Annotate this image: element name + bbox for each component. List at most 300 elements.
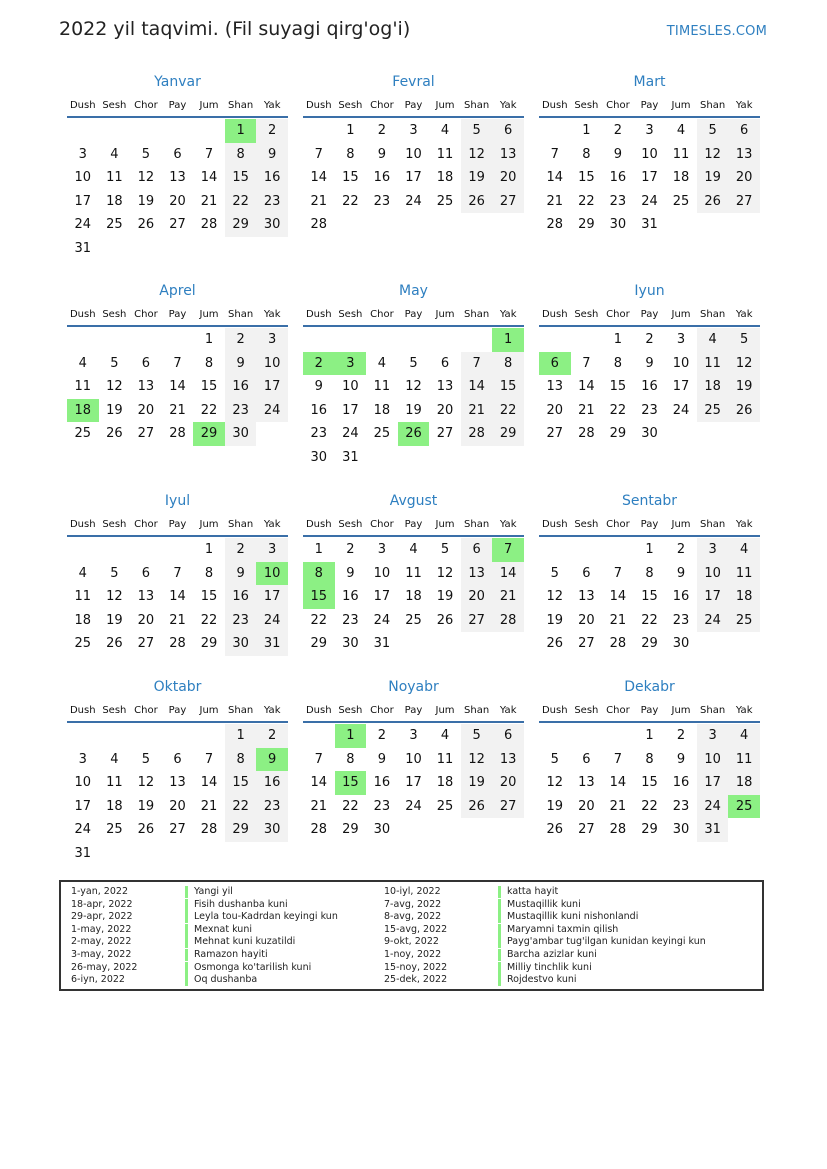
day-cell: 19 bbox=[461, 771, 493, 795]
day-cell: 13 bbox=[492, 748, 524, 772]
holiday-day-cell: 3 bbox=[335, 352, 367, 376]
day-cell: 2 bbox=[377, 728, 387, 743]
holiday-color-marker bbox=[185, 924, 188, 936]
day-cell: 6 bbox=[492, 119, 524, 143]
day-cell: 25 bbox=[436, 193, 454, 209]
weekday-label: Dush bbox=[541, 309, 568, 320]
day-cell: 24 bbox=[342, 426, 359, 442]
day-cell: 27 bbox=[137, 636, 155, 652]
day-cell: 9 bbox=[613, 146, 623, 162]
day-cell: 3 bbox=[78, 751, 87, 767]
day-cell: 14 bbox=[609, 589, 627, 605]
day-cell: 11 bbox=[373, 379, 391, 395]
day-cell: 1 bbox=[225, 724, 257, 748]
empty-cell bbox=[398, 328, 430, 352]
day-cell: 11 bbox=[436, 146, 454, 162]
month-name: Fevral bbox=[392, 74, 435, 90]
day-cell: 6 bbox=[728, 119, 760, 143]
empty-cell bbox=[162, 538, 194, 562]
day-cell: 29 bbox=[492, 422, 524, 446]
day-grid bbox=[67, 328, 288, 446]
month-sentabr bbox=[539, 491, 760, 656]
weekday-label: Dush bbox=[541, 100, 568, 111]
day-cell: 12 bbox=[461, 143, 493, 167]
day-cell: 14 bbox=[578, 379, 595, 395]
day-grid bbox=[67, 724, 288, 866]
day-cell: 8 bbox=[225, 143, 257, 167]
month-name: Yanvar bbox=[154, 74, 201, 90]
holiday-date: 3-may, 2022 bbox=[71, 948, 132, 960]
day-cell: 28 bbox=[492, 609, 524, 633]
day-cell: 16 bbox=[373, 775, 391, 791]
day-cell: 19 bbox=[106, 402, 123, 418]
day-cell: 6 bbox=[173, 751, 182, 767]
day-cell: 12 bbox=[461, 748, 493, 772]
day-cell: 15 bbox=[641, 775, 658, 791]
empty-cell bbox=[429, 328, 461, 352]
holiday-day-cell: 1 bbox=[335, 724, 367, 748]
empty-cell bbox=[99, 538, 131, 562]
day-cell: 12 bbox=[405, 379, 422, 395]
day-cell: 3 bbox=[377, 542, 387, 557]
day-cell: 18 bbox=[697, 375, 729, 399]
holiday-day-cell: 10 bbox=[256, 562, 288, 586]
day-cell: 9 bbox=[676, 565, 686, 581]
day-cell: 24 bbox=[74, 822, 92, 838]
weekday-label: Sesh bbox=[574, 705, 599, 716]
day-cell: 30 bbox=[225, 422, 257, 446]
holiday-color-marker bbox=[498, 924, 501, 936]
weekday-label: Pay bbox=[640, 309, 659, 320]
day-cell: 3 bbox=[676, 332, 686, 347]
day-cell: 25 bbox=[106, 217, 123, 233]
day-cell: 15 bbox=[641, 589, 658, 605]
day-cell: 9 bbox=[645, 355, 654, 371]
day-cell: 20 bbox=[546, 402, 564, 418]
legend-column bbox=[71, 886, 338, 987]
day-cell: 8 bbox=[346, 146, 355, 162]
day-cell: 13 bbox=[578, 775, 595, 791]
holiday-legend bbox=[59, 880, 764, 991]
day-cell: 8 bbox=[346, 751, 355, 767]
day-cell: 17 bbox=[74, 193, 92, 209]
day-cell: 20 bbox=[169, 193, 186, 209]
day-cell: 7 bbox=[204, 146, 214, 162]
day-cell: 14 bbox=[546, 170, 564, 186]
weekday-label: Dush bbox=[69, 705, 96, 716]
day-cell: 16 bbox=[225, 375, 257, 399]
month-name: May bbox=[399, 283, 428, 299]
day-cell: 20 bbox=[728, 166, 760, 190]
day-cell: 31 bbox=[373, 636, 391, 652]
weekday-label: Yak bbox=[263, 100, 281, 111]
day-cell: 4 bbox=[440, 728, 450, 743]
weekday-label: Shan bbox=[464, 519, 490, 530]
day-cell: 25 bbox=[74, 426, 92, 442]
holiday-color-marker bbox=[498, 974, 501, 986]
page-title: 2022 yil taqvimi. (Fil suyagi qirg'og'i) bbox=[59, 18, 411, 40]
weekday-label: Jum bbox=[435, 519, 455, 530]
weekday-label: Yak bbox=[499, 100, 517, 111]
month-may bbox=[303, 281, 524, 470]
weekday-header bbox=[67, 515, 288, 537]
empty-cell bbox=[67, 328, 99, 352]
holiday-day-cell: 18 bbox=[67, 399, 99, 423]
holiday-name: Mehnat kuni kuzatildi bbox=[194, 936, 296, 948]
day-cell: 1 bbox=[346, 123, 355, 138]
weekday-label: Jum bbox=[199, 100, 219, 111]
day-cell: 19 bbox=[137, 798, 155, 814]
day-cell: 6 bbox=[582, 565, 591, 581]
day-cell: 23 bbox=[609, 193, 627, 209]
weekday-label: Shan bbox=[228, 705, 254, 716]
month-avgust bbox=[303, 491, 524, 656]
day-cell: 30 bbox=[256, 213, 288, 237]
holiday-date: 6-iyn, 2022 bbox=[71, 974, 125, 986]
empty-cell bbox=[303, 724, 335, 748]
day-cell: 20 bbox=[436, 402, 454, 418]
weekday-label: Chor bbox=[370, 309, 394, 320]
day-grid bbox=[539, 328, 760, 446]
empty-cell bbox=[193, 724, 225, 748]
day-cell: 25 bbox=[106, 822, 123, 838]
empty-cell bbox=[162, 724, 194, 748]
day-cell: 21 bbox=[310, 798, 328, 814]
weekday-label: Yak bbox=[735, 309, 753, 320]
day-cell: 11 bbox=[106, 775, 123, 791]
weekday-label: Jum bbox=[199, 705, 219, 716]
weekday-label: Dush bbox=[305, 519, 332, 530]
day-cell: 25 bbox=[373, 426, 391, 442]
holiday-date: 25-dek, 2022 bbox=[384, 974, 448, 986]
weekday-label: Chor bbox=[370, 100, 394, 111]
month-name: Mart bbox=[633, 74, 666, 90]
day-cell: 21 bbox=[492, 585, 524, 609]
day-cell: 7 bbox=[461, 352, 493, 376]
day-cell: 1 bbox=[582, 123, 591, 138]
day-cell: 24 bbox=[641, 193, 658, 209]
holiday-color-marker bbox=[185, 936, 188, 948]
empty-cell bbox=[99, 328, 131, 352]
day-cell: 16 bbox=[373, 170, 391, 186]
day-cell: 27 bbox=[137, 426, 155, 442]
day-cell: 21 bbox=[200, 193, 218, 209]
day-grid bbox=[539, 724, 760, 842]
day-cell: 12 bbox=[137, 170, 155, 186]
day-cell: 21 bbox=[461, 399, 493, 423]
weekday-header bbox=[539, 305, 760, 327]
day-cell: 31 bbox=[74, 240, 92, 256]
day-cell: 22 bbox=[200, 402, 218, 418]
weekday-label: Dush bbox=[541, 519, 568, 530]
day-cell: 8 bbox=[204, 355, 214, 371]
day-cell: 22 bbox=[310, 612, 328, 628]
day-cell: 18 bbox=[728, 585, 760, 609]
weekday-label: Pay bbox=[168, 519, 187, 530]
day-cell: 25 bbox=[74, 636, 92, 652]
day-cell: 14 bbox=[461, 375, 493, 399]
day-cell: 3 bbox=[256, 538, 288, 562]
weekday-label: Pay bbox=[404, 705, 423, 716]
weekday-label: Chor bbox=[370, 705, 394, 716]
weekday-label: Jum bbox=[199, 519, 219, 530]
day-cell: 31 bbox=[256, 632, 288, 656]
day-cell: 21 bbox=[546, 193, 564, 209]
weekday-label: Sesh bbox=[102, 519, 127, 530]
day-cell: 26 bbox=[461, 190, 493, 214]
day-cell: 26 bbox=[106, 636, 123, 652]
day-cell: 22 bbox=[641, 612, 658, 628]
day-cell: 4 bbox=[697, 328, 729, 352]
day-cell: 26 bbox=[137, 217, 155, 233]
day-cell: 17 bbox=[405, 170, 422, 186]
day-cell: 4 bbox=[676, 123, 686, 138]
day-cell: 5 bbox=[141, 751, 151, 767]
day-cell: 22 bbox=[225, 795, 257, 819]
weekday-label: Chor bbox=[370, 519, 394, 530]
day-cell: 12 bbox=[106, 379, 123, 395]
day-cell: 13 bbox=[728, 143, 760, 167]
day-cell: 15 bbox=[578, 170, 595, 186]
day-cell: 27 bbox=[578, 822, 595, 838]
empty-cell bbox=[130, 538, 162, 562]
day-cell: 1 bbox=[645, 542, 654, 557]
day-cell: 8 bbox=[492, 352, 524, 376]
day-cell: 6 bbox=[440, 355, 450, 371]
day-cell: 20 bbox=[492, 771, 524, 795]
day-cell: 14 bbox=[310, 775, 328, 791]
weekday-label: Jum bbox=[671, 309, 691, 320]
day-cell: 1 bbox=[314, 542, 323, 557]
day-cell: 5 bbox=[550, 565, 559, 581]
day-cell: 17 bbox=[405, 775, 422, 791]
holiday-date: 1-may, 2022 bbox=[71, 923, 132, 935]
holiday-date: 18-apr, 2022 bbox=[71, 898, 133, 910]
weekday-header bbox=[303, 305, 524, 327]
weekday-label: Chor bbox=[134, 705, 158, 716]
day-cell: 30 bbox=[225, 632, 257, 656]
day-cell: 29 bbox=[225, 818, 257, 842]
day-grid bbox=[303, 328, 524, 470]
day-cell: 18 bbox=[106, 193, 123, 209]
day-cell: 30 bbox=[373, 822, 391, 838]
holiday-day-cell: 15 bbox=[335, 771, 367, 795]
day-cell: 29 bbox=[200, 636, 218, 652]
day-cell: 8 bbox=[225, 748, 257, 772]
day-cell: 6 bbox=[173, 146, 182, 162]
day-cell: 16 bbox=[609, 170, 627, 186]
weekday-label: Shan bbox=[700, 309, 726, 320]
day-cell: 15 bbox=[342, 170, 359, 186]
day-cell: 30 bbox=[310, 449, 328, 465]
day-cell: 7 bbox=[173, 355, 182, 371]
day-cell: 6 bbox=[492, 724, 524, 748]
day-cell: 23 bbox=[256, 795, 288, 819]
weekday-label: Sesh bbox=[338, 100, 363, 111]
weekday-label: Yak bbox=[499, 705, 517, 716]
day-cell: 5 bbox=[461, 119, 493, 143]
day-cell: 5 bbox=[728, 328, 760, 352]
day-cell: 9 bbox=[377, 751, 387, 767]
day-cell: 14 bbox=[169, 379, 186, 395]
day-cell: 20 bbox=[578, 612, 595, 628]
day-cell: 5 bbox=[110, 355, 119, 371]
legend-row bbox=[384, 962, 706, 975]
holiday-date: 8-avg, 2022 bbox=[384, 911, 442, 923]
holiday-name: Maryamni taxmin qilish bbox=[507, 923, 619, 935]
day-cell: 21 bbox=[310, 193, 328, 209]
day-cell: 23 bbox=[373, 798, 391, 814]
day-cell: 12 bbox=[137, 775, 155, 791]
day-cell: 23 bbox=[256, 190, 288, 214]
day-cell: 21 bbox=[609, 612, 627, 628]
legend-row bbox=[71, 974, 338, 987]
empty-cell bbox=[130, 724, 162, 748]
day-cell: 28 bbox=[310, 217, 328, 233]
month-name: Iyun bbox=[634, 283, 665, 299]
legend-row bbox=[71, 911, 338, 924]
holiday-day-cell: 6 bbox=[539, 352, 571, 376]
day-cell: 8 bbox=[582, 146, 591, 162]
weekday-label: Chor bbox=[606, 705, 630, 716]
empty-cell bbox=[303, 119, 335, 143]
day-cell: 11 bbox=[728, 562, 760, 586]
legend-row bbox=[384, 936, 706, 949]
day-cell: 13 bbox=[169, 170, 186, 186]
day-cell: 18 bbox=[672, 170, 690, 186]
day-cell: 13 bbox=[137, 379, 155, 395]
holiday-name: Oq dushanba bbox=[194, 974, 258, 986]
day-cell: 12 bbox=[728, 352, 760, 376]
day-cell: 24 bbox=[256, 609, 288, 633]
day-cell: 27 bbox=[546, 426, 564, 442]
weekday-label: Dush bbox=[541, 705, 568, 716]
day-grid bbox=[539, 119, 760, 237]
day-cell: 15 bbox=[225, 166, 257, 190]
empty-cell bbox=[539, 119, 571, 143]
legend-row bbox=[71, 936, 338, 949]
day-cell: 27 bbox=[492, 190, 524, 214]
day-cell: 21 bbox=[169, 612, 186, 628]
holiday-day-cell: 2 bbox=[303, 352, 335, 376]
day-grid bbox=[303, 724, 524, 842]
day-cell: 23 bbox=[672, 612, 690, 628]
day-cell: 18 bbox=[405, 589, 422, 605]
weekday-label: Sesh bbox=[102, 100, 127, 111]
day-cell: 15 bbox=[492, 375, 524, 399]
day-cell: 16 bbox=[310, 402, 328, 418]
day-cell: 23 bbox=[225, 399, 257, 423]
day-cell: 6 bbox=[461, 538, 493, 562]
empty-cell bbox=[571, 328, 603, 352]
day-cell: 25 bbox=[697, 399, 729, 423]
empty-cell bbox=[335, 328, 367, 352]
day-cell: 3 bbox=[697, 538, 729, 562]
day-cell: 7 bbox=[613, 751, 623, 767]
day-cell: 5 bbox=[110, 565, 119, 581]
day-cell: 4 bbox=[440, 123, 450, 138]
day-cell: 24 bbox=[697, 609, 729, 633]
brand-link[interactable]: TIMESLES.COM bbox=[666, 24, 767, 39]
day-cell: 17 bbox=[342, 402, 359, 418]
day-cell: 17 bbox=[697, 771, 729, 795]
day-cell: 1 bbox=[204, 332, 214, 347]
weekday-label: Yak bbox=[263, 705, 281, 716]
empty-cell bbox=[539, 724, 571, 748]
holiday-name: Rojdestvo kuni bbox=[507, 974, 577, 986]
month-name: Aprel bbox=[159, 283, 196, 299]
day-cell: 25 bbox=[405, 612, 422, 628]
day-cell: 9 bbox=[314, 379, 323, 395]
weekday-label: Pay bbox=[640, 705, 659, 716]
weekday-label: Jum bbox=[435, 309, 455, 320]
weekday-label: Pay bbox=[640, 100, 659, 111]
day-cell: 30 bbox=[609, 217, 627, 233]
day-cell: 13 bbox=[137, 589, 155, 605]
day-cell: 20 bbox=[492, 166, 524, 190]
day-cell: 9 bbox=[225, 352, 257, 376]
day-cell: 18 bbox=[436, 775, 454, 791]
day-cell: 19 bbox=[461, 166, 493, 190]
day-cell: 29 bbox=[641, 822, 658, 838]
weekday-label: Sesh bbox=[338, 705, 363, 716]
empty-cell bbox=[602, 538, 634, 562]
day-cell: 18 bbox=[436, 170, 454, 186]
day-cell: 12 bbox=[697, 143, 729, 167]
day-cell: 2 bbox=[676, 542, 686, 557]
day-cell: 28 bbox=[546, 217, 564, 233]
holiday-color-marker bbox=[498, 886, 501, 898]
day-cell: 29 bbox=[641, 636, 658, 652]
day-cell: 6 bbox=[141, 355, 151, 371]
month-noyabr bbox=[303, 677, 524, 842]
day-cell: 20 bbox=[169, 798, 186, 814]
empty-cell bbox=[366, 328, 398, 352]
weekday-header bbox=[67, 701, 288, 723]
weekday-label: Yak bbox=[735, 519, 753, 530]
holiday-name: Fisih dushanba kuni bbox=[194, 898, 288, 910]
weekday-label: Yak bbox=[499, 519, 517, 530]
holiday-day-cell: 1 bbox=[492, 328, 524, 352]
day-cell: 11 bbox=[672, 146, 690, 162]
day-cell: 29 bbox=[310, 636, 328, 652]
weekday-label: Dush bbox=[305, 705, 332, 716]
empty-cell bbox=[602, 724, 634, 748]
day-cell: 17 bbox=[672, 379, 690, 395]
day-grid bbox=[67, 119, 288, 261]
weekday-label: Yak bbox=[263, 309, 281, 320]
day-cell: 20 bbox=[137, 402, 155, 418]
weekday-label: Jum bbox=[435, 100, 455, 111]
weekday-label: Pay bbox=[404, 309, 423, 320]
day-cell: 11 bbox=[728, 748, 760, 772]
weekday-label: Dush bbox=[305, 309, 332, 320]
month-oktabr bbox=[67, 677, 288, 866]
day-cell: 13 bbox=[436, 379, 454, 395]
legend-row bbox=[71, 949, 338, 962]
day-cell: 29 bbox=[225, 213, 257, 237]
day-cell: 5 bbox=[440, 542, 450, 557]
empty-cell bbox=[571, 538, 603, 562]
day-cell: 12 bbox=[106, 589, 123, 605]
holiday-color-marker bbox=[498, 949, 501, 961]
weekday-label: Pay bbox=[404, 100, 423, 111]
legend-row bbox=[384, 911, 706, 924]
day-cell: 12 bbox=[546, 775, 564, 791]
day-cell: 10 bbox=[697, 748, 729, 772]
empty-cell bbox=[303, 328, 335, 352]
weekday-label: Shan bbox=[700, 705, 726, 716]
